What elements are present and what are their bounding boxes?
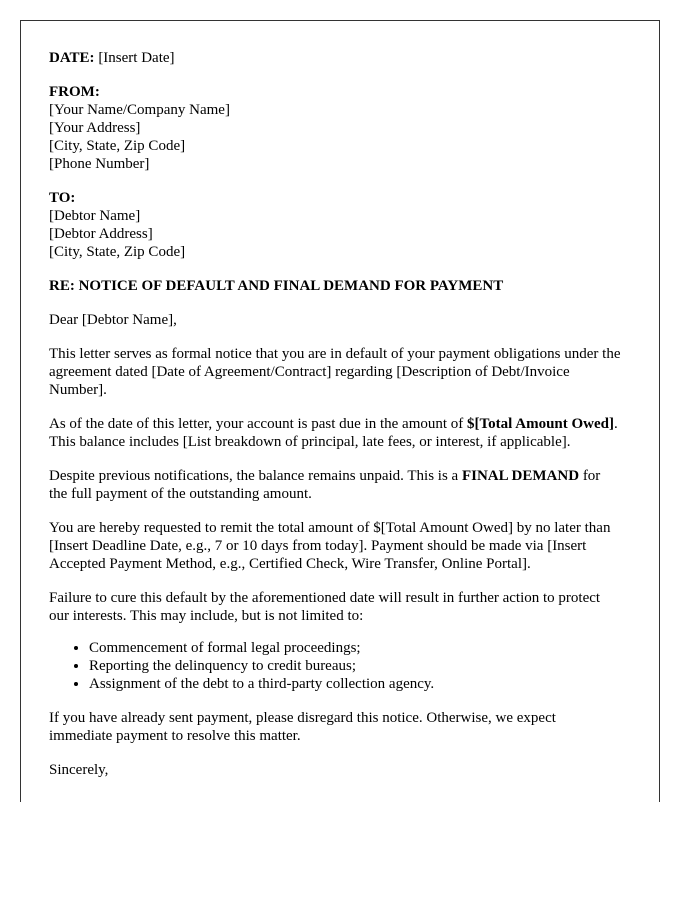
- subject-line: RE: NOTICE OF DEFAULT AND FINAL DEMAND FOR PAYMENT: [49, 278, 504, 294]
- paragraph-remit-request: You are hereby requested to remit the total amount of $[Total Amount Owed] by no later than [Insert Deadline Date, e.g., 7 or 10 days from today]. Payment should be made via [Insert Accepted Payment Method, e.g., Certified Check, Wire Transfer, Online Portal].: [49, 520, 611, 572]
- date-label: DATE:: [49, 50, 95, 66]
- to-label: TO:: [49, 190, 76, 206]
- consequences-list: [49, 639, 621, 693]
- paragraph-final-demand-text-before: Despite previous notifications, the balance remains unpaid. This is a: [49, 468, 462, 484]
- from-city-state-zip: [City, State, Zip Code]: [49, 138, 186, 154]
- paragraph-final-demand-text-after: for the full payment of the outstanding amount.: [49, 468, 601, 502]
- paragraph-final-demand: [49, 467, 621, 503]
- from-label: FROM:: [49, 84, 100, 100]
- from-phone: [Phone Number]: [49, 156, 150, 172]
- to-name: [Debtor Name]: [49, 208, 141, 224]
- closing: Sincerely,: [49, 762, 109, 778]
- salutation: Dear [Debtor Name],: [49, 312, 177, 328]
- from-address: [Your Address]: [49, 120, 141, 136]
- list-item: • Commencement of formal legal proceedings;: [89, 639, 621, 657]
- date-value: [Insert Date]: [98, 50, 175, 66]
- final-demand-emphasis: FINAL DEMAND: [461, 468, 580, 484]
- list-item: • Reporting the delinquency to credit bureaus;: [89, 657, 621, 675]
- paragraph-disregard-notice: If you have already sent payment, please disregard this notice. Otherwise, we expect immediate payment to resolve this matter.: [49, 710, 556, 744]
- paragraph-amount-owed: [49, 415, 621, 451]
- to-block: [49, 189, 621, 261]
- paragraph-default-notice: This letter serves as formal notice that you are in default of your payment obligations under the agreement dated [Date of Agreement/Contract] regarding [Description of Debt/Invoice Number].: [49, 346, 621, 398]
- from-block: [49, 83, 621, 173]
- to-city-state-zip: [City, State, Zip Code]: [49, 244, 186, 260]
- letter-content: [49, 49, 621, 795]
- letter-page: [20, 20, 660, 802]
- paragraph-amount-owed-text-before: As of the date of this letter, your account is past due in the amount of: [49, 416, 468, 432]
- list-item: • Assignment of the debt to a third-party collection agency.: [89, 675, 621, 693]
- to-address: [Debtor Address]: [49, 226, 153, 242]
- paragraph-amount-owed-text-after: . This balance includes [List breakdown of principal, late fees, or interest, if applicable].: [49, 416, 618, 450]
- from-name: [Your Name/Company Name]: [49, 102, 230, 118]
- paragraph-consequences-intro: Failure to cure this default by the aforementioned date will result in further action to protect our interests. This may include, but is not limited to:: [49, 590, 601, 624]
- total-amount-owed: $[Total Amount Owed]: [467, 416, 615, 432]
- date-line: [49, 49, 621, 67]
